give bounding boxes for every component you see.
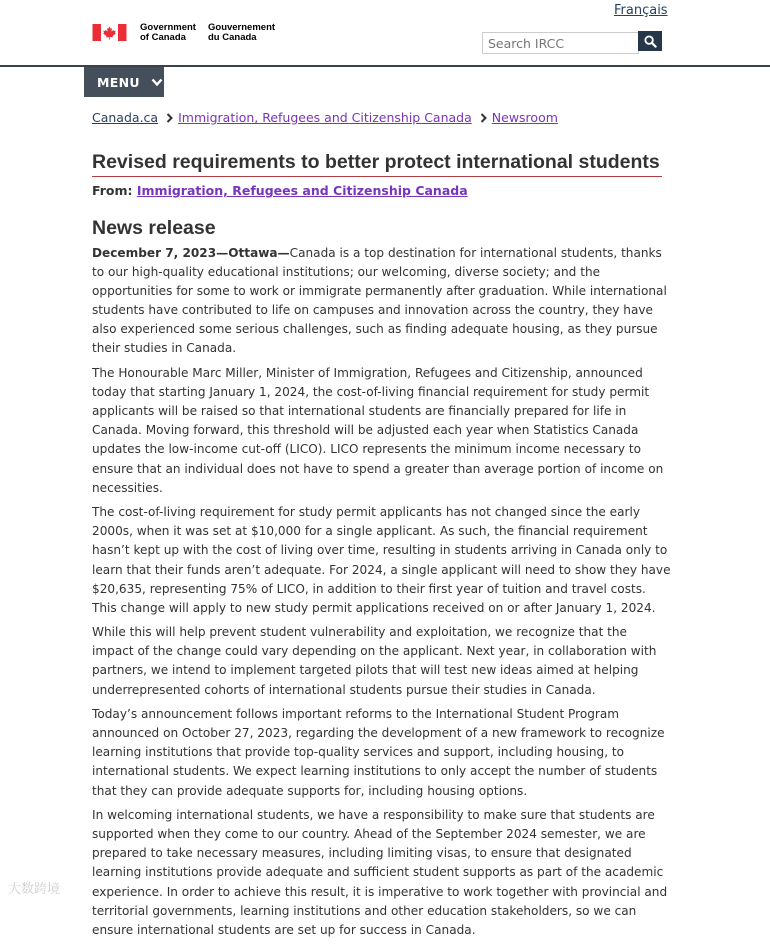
- chevron-right-icon: [166, 113, 173, 123]
- breadcrumb: [92, 110, 558, 125]
- signature-french: Gouvernement du Canada: [208, 22, 276, 43]
- title-underline: [92, 176, 662, 177]
- paragraph: The cost-of-living requirement for study permit applicants has not changed since the early 2000s, when it was set at $10,000 for a single applicant. As such, the financial requirement hasn’t kept up with the cost of living over time, resulting in students arriving in Canada only to learn that their funds aren’t adequate. For 2024, a single applicant will need to show they have $20,635, representing 75% of LICO, in addition to their first year of tuition and travel costs. This change will apply to new study permit applications received on or after January 1, 2024.: [92, 505, 671, 615]
- section-heading: News release: [92, 217, 216, 239]
- paragraph: Today’s announcement follows important reforms to the International Student Program announced on October 27, 2023, regarding the development of a new framework to recognize learning institutions that provide top-quality services and support, including housing, to international students. We expect learning institutions to only accept the number of students that they can provide adequate supports for, including housing options.: [92, 707, 665, 798]
- search-icon: [644, 35, 657, 48]
- breadcrumb-canada-link[interactable]: Canada.ca: [92, 110, 159, 125]
- watermark: 大数跨境: [8, 882, 61, 897]
- paragraph: While this will help prevent student vulnerability and exploitation, we recognize that the impact of the change could vary depending on the applicant. Next year, in collaboration with partners, we intend to implement targeted pilots that will test new ideas aimed at helping underrepresented cohorts of international students pursue their studies in Canada.: [92, 625, 657, 697]
- paragraph: In welcoming international students, we have a responsibility to make sure that students are supported when they come to our country. Ahead of the September 2024 semester, we are prepared to take necessary measures, including limiting visas, to ensure that designated learning institutions provide adequate and sufficient student supports as part of the academic experience. In order to achieve this result, it is imperative to work together with provincial and territorial governments, learning institutions and other education stakeholders, so we can ensure international students are set up for success in Canada.: [92, 808, 668, 937]
- paragraph: The Honourable Marc Miller, Minister of Immigration, Refugees and Citizenship, announced today that starting January 1, 2024, the cost-of-living financial requirement for study permit applicants will be raised so that international students are financially prepared for life in Canada. Moving forward, this threshold will be adjusted each year when Statistics Canada updates the low-income cut-off (LICO). LICO represents the minimum income necessary to ensure that an individual does not have to spend a greater than average portion of income on necessities.: [92, 366, 664, 495]
- search-button[interactable]: [638, 31, 662, 51]
- chevron-down-icon: [151, 78, 163, 87]
- breadcrumb-ircc-link[interactable]: Immigration, Refugees and Citizenship Canada: [178, 110, 472, 125]
- page-title: Revised requirements to better protect international students: [92, 151, 660, 173]
- dateline: December 7, 2023—Ottawa—: [92, 246, 290, 260]
- article-body: [92, 244, 672, 945]
- signature-english: Government of Canada: [140, 22, 196, 43]
- menu-button[interactable]: [84, 67, 164, 97]
- search-input[interactable]: [482, 32, 639, 54]
- from-department-link[interactable]: Immigration, Refugees and Citizenship Canada: [136, 183, 468, 198]
- from-label: From:: [92, 183, 133, 198]
- from-line: [92, 183, 468, 198]
- language-toggle-link[interactable]: Français: [614, 3, 668, 18]
- breadcrumb-newsroom-link[interactable]: Newsroom: [491, 110, 558, 125]
- menu-label: MENU: [97, 74, 140, 90]
- paragraph: December 7, 2023—Ottawa—Canada is a top destination for international students, thanks to our high-quality educational institutions; our welcoming, diverse society; and the opportunities for some to work or immigrate permanently after graduation. While international students have contributed to life on campuses and innovation across the country, they have also experienced some serious challenges, such as finding adequate housing, as they pursue their studies in Canada.: [92, 246, 667, 356]
- chevron-right-icon: [480, 113, 487, 123]
- canada-flag-icon: [92, 24, 127, 41]
